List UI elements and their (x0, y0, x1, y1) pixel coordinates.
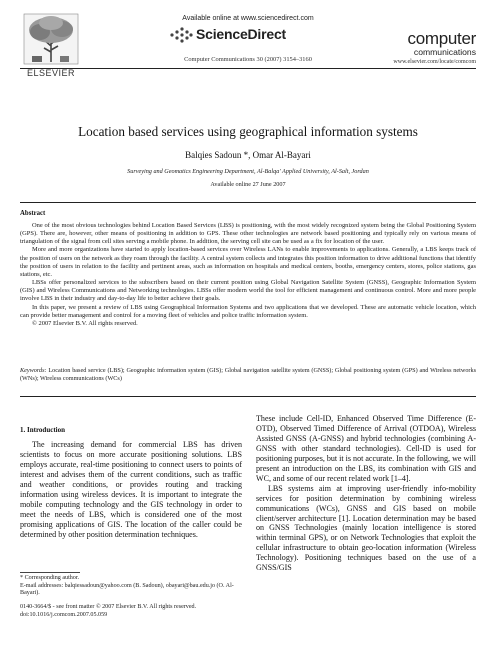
elsevier-logo (22, 12, 80, 80)
abstract-paragraph: LBSs offer personalized services to the subscribers based on their current position using Global Navigation Satellite System (GNSS), Geographic Information System (GIS) and Wireless Communications and Networking technologies. LBSs offer modern world the tool for efficient management and continuous control. More and more people involve LBS in their industry and day-to-day life to better achieve their goals. (20, 279, 476, 303)
sciencedirect-logo (168, 26, 328, 48)
intro-right-column (256, 414, 476, 573)
sciencedirect-wordmark: ScienceDirect (196, 26, 287, 42)
article-affiliation: Surveying and Geomatics Engineering Department, Al-Balqa' Applied University, Al-Salt, Jordan (127, 168, 369, 175)
journal-logo-line2: communications (413, 47, 476, 57)
intro-paragraph: LBS systems aim at improving user-friendly info-mobility services for position determination by combining wireless communications (WCs), GNSS and GIS based on mobile client/server architecture [1]. Location determination may be based on GNSS Technologies (mainly location intelligence is stored within terminal GPS), or on Network Technologies that exploit the cellular infrastructure to obtain geo-location information (Wireless Technology). Positioning techniques based on the use of a GNSS/GIS (256, 483, 476, 573)
keywords-text: Location based service (LBS); Geographic information system (GIS); Global navigation satellite system (GNSS); Global positioning system (GPS) and Wireless networks (WNs); Wireless communications (WCs) (20, 367, 476, 383)
sciencedirect-dots-icon (168, 26, 194, 44)
elsevier-wordmark: ELSEVIER (26, 68, 76, 78)
footnote-rule (20, 572, 80, 573)
copyright-line: © 2007 Elsevier B.V. All rights reserved. (32, 319, 138, 327)
available-online-line[interactable]: Available online at www.sciencedirect.com (182, 15, 314, 22)
abstract-top-rule (20, 202, 476, 203)
corresponding-author-note: * Corresponding author. (20, 575, 80, 581)
abstract-heading: Abstract (20, 210, 46, 217)
elsevier-tree-icon (22, 12, 80, 66)
abstract-paragraph: In this paper, we present a review of LBS using Geographical Information Systems and two applications that we developed. These are automatic vehicle location, which can provide better management and control for a moving fleet of vehicles and police traffic information system. (20, 303, 476, 319)
section-heading-introduction: 1. Introduction (20, 426, 65, 434)
abstract-paragraph: More and more organizations have started to apply location-based services over Wireless LANs to enable improvements to applications. Generally, a LBS keeps track of the position of users on the network as they roam through the facility. A central system collects and integrates this position information to drive additional functions that identify the position of users in relation to the facility and pertinent areas, such as information on hospitals and medical centers, booths, emergency centers, stores, police stations, gas stations, etc. (20, 246, 476, 278)
keywords-label: Keywords: (20, 367, 47, 374)
keywords (20, 367, 476, 383)
journal-logo (392, 30, 476, 57)
intro-paragraph: These include Cell-ID, Enhanced Observed Time Difference (E-OTD), Observed Timed Difference of Arrival (OTDOA), Wireless Assisted GNSS (A-GNSS) and hybrid technologies (combining A-GNSS with other standard technologies). Cell-ID is used for positioning purposes, but it is not accurate. In the following, we will present an introduction on the LBS, its combination with GIS and WC, and some of our recent related work [1–4]. (256, 414, 476, 483)
doi-line[interactable]: doi:10.1016/j.comcom.2007.05.059 (20, 611, 108, 618)
article-authors: Balqies Sadoun *, Omar Al-Bayari (185, 150, 311, 160)
journal-logo-line1: computer (407, 29, 476, 48)
footnote (20, 575, 242, 598)
abstract-paragraph: One of the most obvious technologies behind Location Based Services (LBS) is positioning, with the most widely recognized system being the Global Positioning System (GPS). There are, however, other means of positioning in addition to GPS. These other technologies are network based positioning and typically rely on various means of triangulation of the signal from cell sites serving a mobile phone. In addition, the serving cell site can be used as a fix for location of the user. (20, 222, 476, 246)
abstract-body (20, 222, 476, 328)
intro-left-column (20, 440, 242, 540)
email-addresses[interactable]: E-mail addresses: balqiessadoun@yahoo.com (B. Sadoun), obayari@bau.edu.jo (O. Al-Bayari). (20, 582, 234, 597)
issn-doi (20, 604, 260, 619)
abstract-bottom-rule (20, 396, 476, 397)
header-rule (20, 68, 476, 69)
article-title: Location based services using geographical information systems (78, 124, 418, 139)
front-matter-line: 0140-3664/$ - see front matter © 2007 Elsevier B.V. All rights reserved. (20, 604, 197, 610)
intro-paragraph: The increasing demand for commercial LBS has driven scientists to focus on more accurate positioning solutions. LBS employs accurate, real-time positioning to connect users to points of interest and advises them of the current conditions, such as traffic and weather conditions, or provides routing and tracking information using wireless devices. It is important to integrate the mobile computing technology and the GIS technology in order to meet the needs of LBS, which is considered one of the most promising applications of GIS. The location of the caller could be determined by other position determination techniques. (20, 440, 242, 539)
available-online-date: Available online 27 June 2007 (210, 181, 286, 188)
journal-url-link[interactable]: www.elsevier.com/locate/comcom (393, 59, 476, 65)
journal-citation: Computer Communications 30 (2007) 3154–3160 (184, 56, 312, 63)
